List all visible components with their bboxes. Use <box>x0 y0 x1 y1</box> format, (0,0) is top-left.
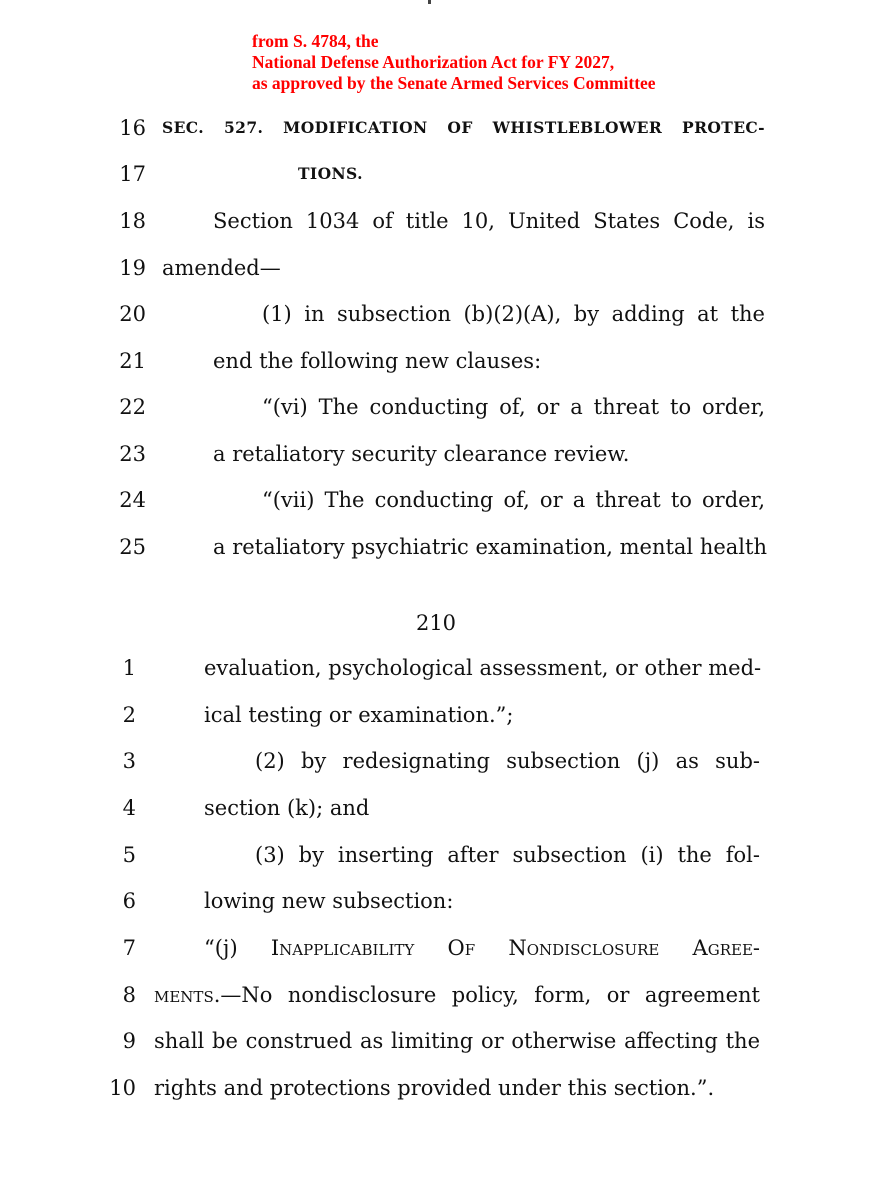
line-number: 19 <box>119 256 146 280</box>
line-number: 23 <box>119 442 146 466</box>
line-number: 3 <box>122 749 136 773</box>
subsection-body-line: rights and protections provided under this section.”. <box>154 1076 715 1100</box>
paragraph-line: (3) by inserting after subsection (i) the fol- <box>255 843 760 867</box>
line-number: 1 <box>122 656 136 680</box>
line-number: 7 <box>122 936 136 960</box>
section-heading-continued: TIONS. <box>298 164 363 183</box>
line-number: 18 <box>119 209 146 233</box>
line-number: 9 <box>122 1029 136 1053</box>
line-number: 17 <box>119 162 146 186</box>
clause-line: a retaliatory psychiatric examination, mental health <box>213 535 767 559</box>
body-line: Section 1034 of title 10, United States Code, is <box>213 209 765 233</box>
clause-line: a retaliatory security clearance review. <box>213 442 630 466</box>
paragraph-line: end the following new clauses: <box>213 349 542 373</box>
source-note-line-1: from S. 4784, the <box>252 31 379 51</box>
body-line: amended— <box>162 256 281 280</box>
paragraph-line: (2) by redesignating subsection (j) as sub- <box>255 749 760 773</box>
section-heading: SEC. 527. MODIFICATION OF WHISTLEBLOWER PROTEC- <box>162 118 765 137</box>
clause-line: “(vii) The conducting of, or a threat to order, <box>262 488 765 512</box>
source-note <box>252 31 812 94</box>
subsection-body-line: shall be construed as limiting or otherwise affecting the <box>154 1029 760 1053</box>
line-number: 2 <box>122 703 136 727</box>
subsection-body-line: MENTS.—No nondisclosure policy, form, or agreement <box>154 983 760 1007</box>
clause-line: “(vi) The conducting of, or a threat to order, <box>262 395 765 419</box>
stray-mark <box>428 0 431 4</box>
line-number: 10 <box>109 1076 136 1100</box>
line-number: 16 <box>119 116 146 140</box>
page-number: 210 <box>415 611 457 635</box>
line-number: 5 <box>122 843 136 867</box>
source-note-line-3: as approved by the Senate Armed Services Committee <box>252 73 656 93</box>
clause-line: evaluation, psychological assessment, or other med- <box>204 656 762 680</box>
paragraph-line: lowing new subsection: <box>204 889 454 913</box>
line-number: 6 <box>122 889 136 913</box>
line-number: 25 <box>119 535 146 559</box>
line-number: 21 <box>119 349 146 373</box>
clause-line: ical testing or examination.”; <box>204 703 514 727</box>
line-number: 24 <box>119 488 146 512</box>
paragraph-line: section (k); and <box>204 796 370 820</box>
source-note-line-2: National Defense Authorization Act for FY 2027, <box>252 52 615 72</box>
line-number: 22 <box>119 395 146 419</box>
line-number: 4 <box>122 796 136 820</box>
paragraph-line: (1) in subsection (b)(2)(A), by adding at the <box>262 302 765 326</box>
line-number: 8 <box>122 983 136 1007</box>
subsection-heading-line: “(j) INAPPLICABILITY OF NONDISCLOSURE AGREE- <box>204 936 760 960</box>
line-number: 20 <box>119 302 146 326</box>
